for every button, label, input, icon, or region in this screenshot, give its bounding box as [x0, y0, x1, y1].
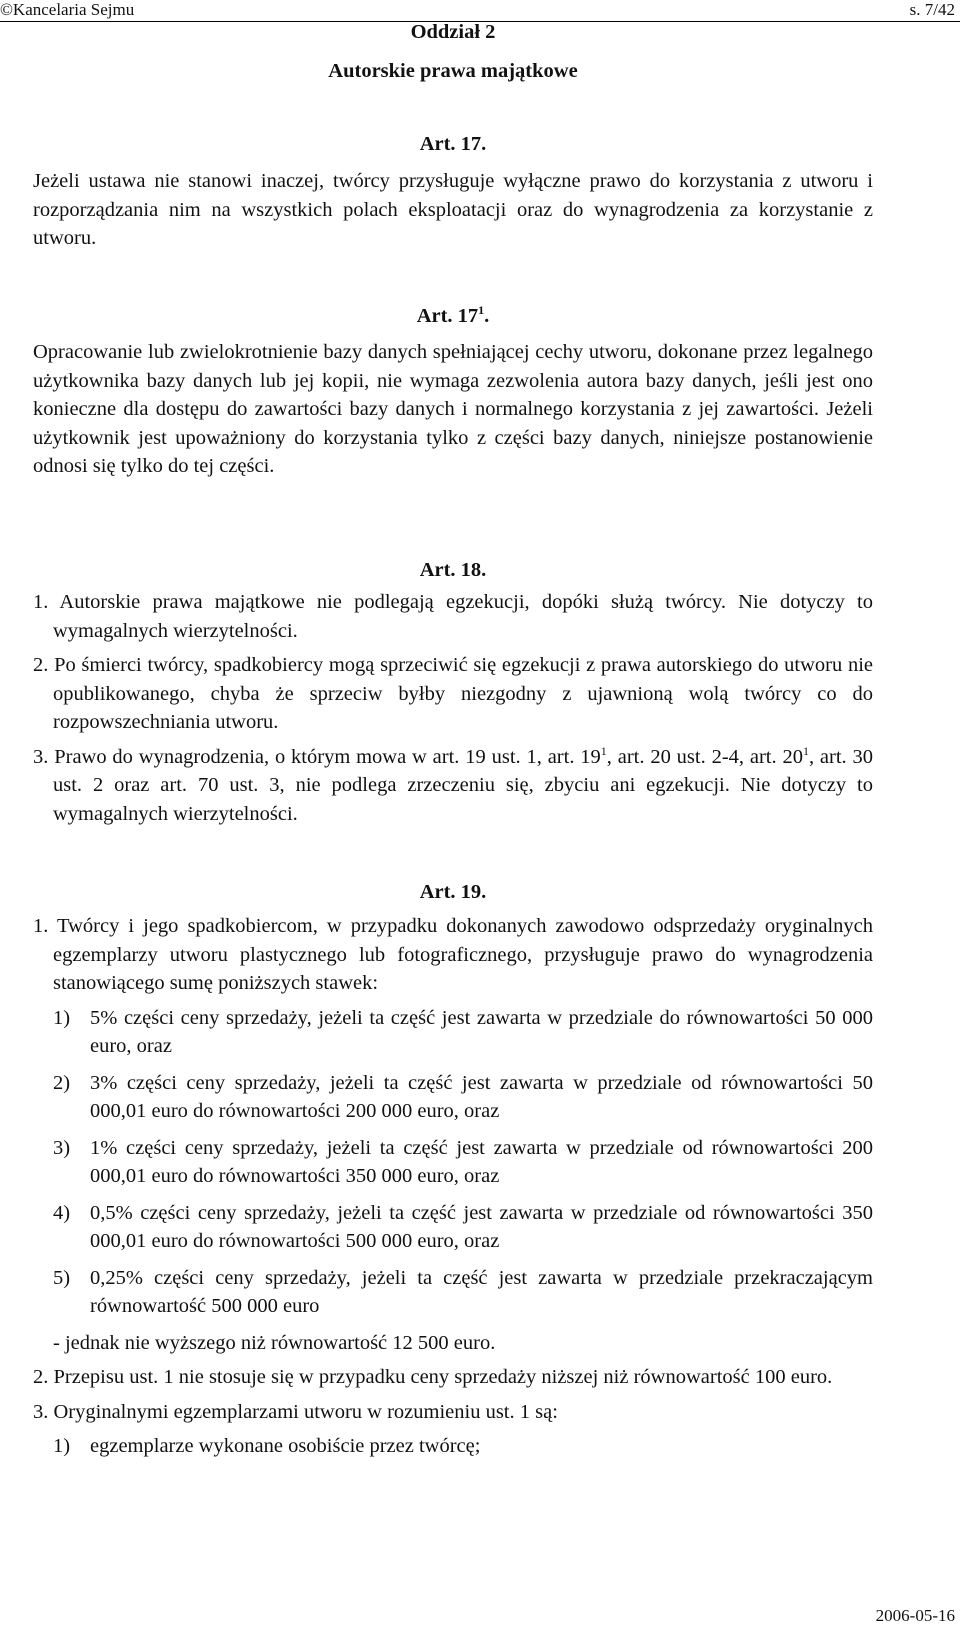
art18-par3: 3. Prawo do wynagrodzenia, o którym mowa w art. 19 ust. 1, art. $19^1$, art. 20 ust. 2-4, art. $20^1$, art. 30 ust. 2 oraz art. 70 ust. 3, nie podlega zrzeczeniu się, zbyciu ani egzekucji. Nie dotyczy to wymagalnych wierzytelności.: [33, 743, 874, 825]
art17-1-title: Art. $17^1$.: [416, 303, 490, 327]
art19-paragraphs: [33, 912, 873, 1469]
art19-title: Art. 19.: [419, 881, 487, 903]
art19-par1: 1. Twórcy i jego spadkobiercom, w przypadku dokonanych zawodowo odsprzedaży oryginalnych egzemplarzy utworu plastycznego lub fotograficznego, przysługuje prawo do wynagrodzenia stanowiącego sumę poniższych stawek:: [33, 915, 873, 994]
list-item: 1) egzemplarze wykonane osobiście przez twórcę;: [53, 1435, 481, 1457]
art17-1-text: Opracowanie lub zwielokrotnienie bazy danych spełniającej cechy utworu, dokonane przez legalnego użytkownika bazy danych lub jej kopii, nie wymaga zezwolenia autora bazy danych, jeśli jest ono konieczne dla dostępu do zawartości bazy danych i normalnego korzystania z jej zawartości. Jeżeli użytkownik jest upoważniony do korzystania tylko z części bazy danych, niniejsze postanowienie odnosi się tylko do tej części.: [33, 341, 873, 477]
art19-par2: 2. Przepisu ust. 1 nie stosuje się w przypadku ceny sprzedaży niższej niż równowartość 100 euro.: [33, 1366, 833, 1388]
art18-par2: 2. Po śmierci twórcy, spadkobiercy mogą sprzeciwić się egzekucji z prawa autorskiego do utworu nie opublikowanego, chyba że sprzeciw byłby niezgodny z ujawnioną wolą twórcy co do rozpowszechniania utworu.: [33, 654, 873, 733]
art18-paragraphs: [33, 588, 873, 834]
list-item: 1) 5% części ceny sprzedaży, jeżeli ta część jest zawarta w przedziale do równowartości 50 000 euro, oraz: [53, 1006, 873, 1057]
art19-limit-note: - jednak nie wyższego niż równowartość 12 500 euro.: [53, 1331, 496, 1354]
art19-rates-list: [33, 1004, 873, 1321]
list-item: 2) 3% części ceny sprzedaży, jeżeli ta część jest zawarta w przedziale od równowartości 50 000,01 euro do równowartości 200 000 euro, oraz: [53, 1071, 873, 1122]
division-number: Oddział 2: [410, 21, 496, 43]
list-item: 3) 1% części ceny sprzedaży, jeżeli ta część jest zawarta w przedziale od równowartości 200 000,01 euro do równowartości 350 000 euro, oraz: [53, 1136, 873, 1187]
art18-title: Art. 18.: [419, 559, 487, 581]
art17-text: Jeżeli ustawa nie stanowi inaczej, twórcy przysługuje wyłączne prawo do korzystania z utworu i rozporządzania nim na wszystkich polach eksploatacji oraz do wynagrodzenia za korzystanie z utworu.: [33, 170, 873, 249]
list-item: 5) 0,25% części ceny sprzedaży, jeżeli ta część jest zawarta w przedziale przekraczającym równowartość 500 000 euro: [53, 1266, 873, 1317]
art19-originals-list: [33, 1432, 873, 1461]
list-item: 4) 0,5% części ceny sprzedaży, jeżeli ta część jest zawarta w przedziale od równowartości 350 000,01 euro do równowartości 500 000 euro, oraz: [53, 1201, 873, 1252]
footer-date: 2006-05-16: [875, 1606, 955, 1625]
header-copyright: ©Kancelaria Sejmu: [0, 0, 135, 19]
art18-par1: 1. Autorskie prawa majątkowe nie podlegają egzekucji, dopóki służą twórcy. Nie dotyczy to wymagalnych wierzytelności.: [33, 591, 873, 642]
division-title: Autorskie prawa majątkowe: [328, 60, 578, 82]
art17-title: Art. 17.: [419, 133, 487, 155]
art19-par3: 3. Oryginalnymi egzemplarzami utworu w rozumieniu ust. 1 są:: [33, 1400, 558, 1423]
header-page-number: s. 7/42: [909, 0, 955, 19]
